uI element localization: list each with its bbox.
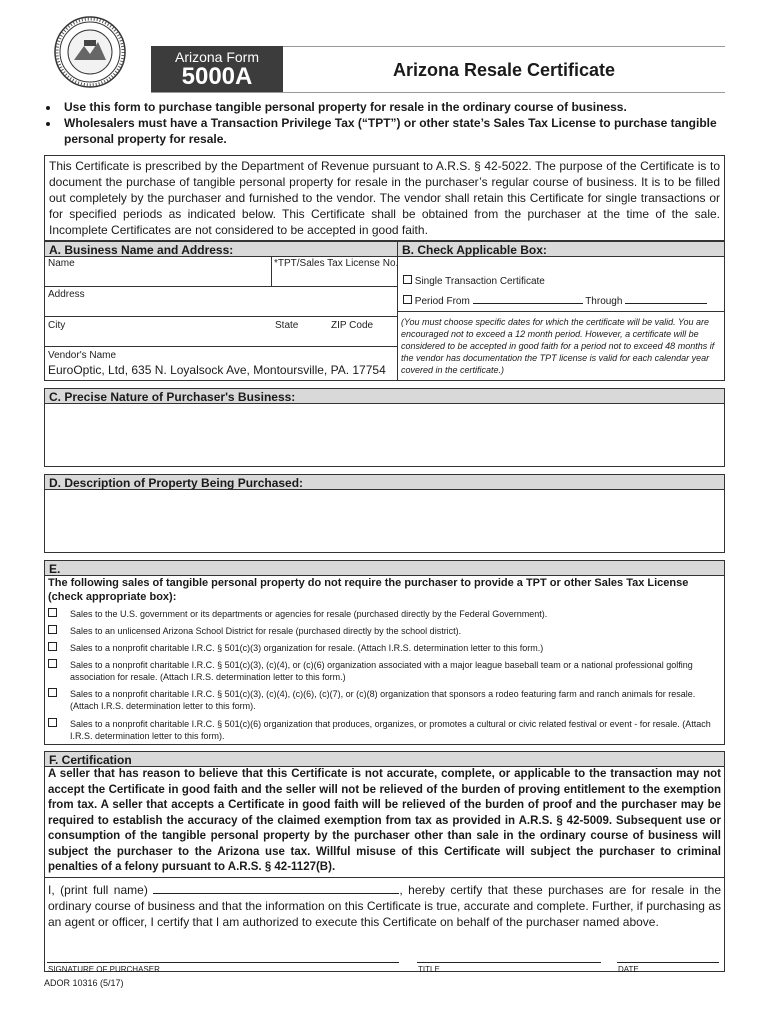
through-field[interactable] bbox=[625, 303, 707, 304]
license-field-label: *TPT/Sales Tax License No. bbox=[274, 258, 399, 269]
intro-paragraph: This Certificate is prescribed by the Department of Revenue pursuant to A.R.S. § 42-5022. The purpose of the Certificate is to document the purchase of tangible personal property for resale in the purchaser’s regular course of business. It is to be filled out completely by the purchaser and furnished to the vendor. The vendor shall retain this Certificate for single transactions or for specified periods as indicated below. This Certificate shall be obtained from the purchaser at the time of the sale. Incomplete Certificates are not considered to be accepted in good faith. bbox=[44, 155, 725, 241]
divider bbox=[151, 92, 725, 93]
exemption-item[interactable] bbox=[48, 718, 721, 742]
address-field-label: Address bbox=[48, 289, 85, 300]
zip-field-label: ZIP Code bbox=[331, 320, 374, 331]
single-transaction-option[interactable] bbox=[403, 275, 545, 287]
period-note: (You must choose specific dates for which the certificate will be valid. You are encouraged not to exceed a 12 month period. However, a certificate will be considered to be accepted in good faith for a period not to exceed 48 months if the vendor has documentation the TPT license is valid for each calendar year covered in the certificate.) bbox=[401, 317, 715, 375]
exemption-checkbox[interactable] bbox=[48, 642, 57, 651]
city-field[interactable] bbox=[48, 331, 268, 345]
state-seal-icon bbox=[54, 16, 126, 88]
single-transaction-label: Single Transaction Certificate bbox=[414, 276, 545, 287]
name-field-label: Name bbox=[48, 258, 75, 269]
license-field[interactable] bbox=[274, 270, 394, 285]
instruction-item: • Wholesalers must have a Transaction Privilege Tax (“TPT”) or other state’s Sales Tax License to purchase tangible personal property for resale. bbox=[60, 115, 750, 147]
state-field-label: State bbox=[275, 320, 299, 331]
business-nature-field[interactable] bbox=[44, 403, 725, 467]
exemption-item[interactable] bbox=[48, 659, 721, 683]
exemption-item[interactable] bbox=[48, 625, 721, 637]
title-line[interactable] bbox=[417, 962, 601, 963]
exemption-label: Sales to a nonprofit charitable I.R.C. § 501(c)(3), (c)(4), or (c)(6) organization associated with a major league baseball team or a national professional golfing association for resale. (Attach I.R.S. determination letter to this form.) bbox=[70, 660, 693, 682]
period-checkbox[interactable] bbox=[403, 295, 412, 304]
property-description-field[interactable] bbox=[44, 489, 725, 553]
divider bbox=[44, 286, 398, 287]
city-field-label: City bbox=[48, 320, 66, 331]
full-name-field[interactable] bbox=[153, 893, 399, 894]
address-field[interactable] bbox=[48, 300, 393, 315]
form-label: Arizona Form bbox=[174, 49, 260, 65]
cert-prefix: I, (print full name) bbox=[48, 883, 148, 897]
exemption-item[interactable] bbox=[48, 608, 721, 620]
certification-warning: A seller that has reason to believe that this Certificate is not accurate, complete, or applicable to the transaction may not accept the Certificate in good faith and the seller will not be relieved of the burden of proving entitlement to the exemption from tax. A seller that accepts a Certificate in good faith will be relieved of the burden of proof and the purchaser may be required to establish the accuracy of the claimed exemption from tax as provided in A.R.S. § 42-5009. Subsequent use or consumption of the tangible personal property by the purchaser other than sale in the ordinary course of business will subject the purchaser to the Arizona use tax. Willful misuse of this Certificate will subject the purchaser to criminal penalties of a felony pursuant to A.R.S. § 42-1127(B). bbox=[48, 768, 721, 873]
section-e-intro: The following sales of tangible personal property do not require the purchaser to provide a TPT or other Sales Tax License (check appropriate box): bbox=[48, 577, 689, 603]
section-e-header: E. bbox=[44, 560, 725, 576]
vendor-field-label: Vendor's Name bbox=[48, 350, 117, 361]
signature-label: SIGNATURE OF PURCHASER bbox=[48, 965, 160, 974]
through-label: Through bbox=[585, 296, 623, 307]
section-a-header: A. Business Name and Address: bbox=[44, 241, 398, 257]
exemption-item[interactable] bbox=[48, 688, 721, 712]
form-code: ADOR 10316 (5/17) bbox=[44, 978, 124, 988]
exemption-checkbox[interactable] bbox=[48, 608, 57, 617]
vendor-field[interactable]: EuroOptic, Ltd, 635 N. Loyalsock Ave, Montoursville, PA. 17754 bbox=[48, 363, 386, 377]
exemption-label: Sales to a nonprofit charitable I.R.C. § 501(c)(3) organization for resale. (Attach I.R.S. determination letter to this form.) bbox=[70, 643, 544, 653]
divider bbox=[283, 46, 725, 47]
section-f-header: F. Certification bbox=[44, 751, 725, 767]
divider bbox=[44, 346, 398, 347]
date-line[interactable] bbox=[617, 962, 719, 963]
exemption-checkbox[interactable] bbox=[48, 718, 57, 727]
exemption-item[interactable] bbox=[48, 642, 721, 654]
exemption-checkbox[interactable] bbox=[48, 625, 57, 634]
divider bbox=[44, 316, 398, 317]
period-option[interactable] bbox=[403, 295, 721, 307]
exemption-label: Sales to a nonprofit charitable I.R.C. § 501(c)(6) organization that produces, organizes, or promotes a cultural or civic related festival or event - for resale. (Attach I.R.S. determination letter to this form). bbox=[70, 719, 711, 741]
instruction-item: • Use this form to purchase tangible personal property for resale in the ordinary course of business. bbox=[60, 99, 750, 115]
instructions-list bbox=[44, 99, 750, 147]
title-label: TITLE bbox=[418, 965, 440, 974]
page-title: Arizona Resale Certificate bbox=[392, 60, 616, 80]
exemption-checkbox[interactable] bbox=[48, 659, 57, 668]
section-c-header: C. Precise Nature of Purchaser's Business: bbox=[44, 388, 725, 404]
section-d-header: D. Description of Property Being Purchased: bbox=[44, 474, 725, 490]
exemption-label: Sales to an unlicensed Arizona School District for resale (purchased directly by the school district). bbox=[70, 626, 462, 636]
divider bbox=[398, 311, 724, 312]
single-transaction-checkbox[interactable] bbox=[403, 275, 412, 284]
signature-line[interactable] bbox=[47, 962, 399, 963]
name-field[interactable] bbox=[48, 270, 266, 285]
form-number-tab bbox=[151, 46, 283, 92]
exemption-checkbox[interactable] bbox=[48, 688, 57, 697]
divider bbox=[271, 256, 272, 287]
period-from-field[interactable] bbox=[473, 303, 583, 304]
exemption-label: Sales to the U.S. government or its departments or agencies for resale (purchased directly by the Federal Government). bbox=[70, 609, 548, 619]
date-label: DATE bbox=[618, 965, 639, 974]
exemption-label: Sales to a nonprofit charitable I.R.C. § 501(c)(3), (c)(4), (c)(6), (c)(7), or (c)(8) organization that sponsors a rodeo featuring farm and ranch animals for resale. (Attach I.R.S. determination letter to this form). bbox=[70, 689, 696, 711]
cert-body: , hereby certify that these purchases are for resale in the ordinary course of business and that the information on this Certificate is true, accurate and complete. Further, if purchasing as an agent or officer, I certify that I am authorized to execute this Certificate on behalf of the purchaser named above. bbox=[48, 883, 721, 929]
period-from-label: Period From bbox=[414, 296, 470, 307]
form-number: 5000A bbox=[181, 63, 253, 90]
section-b-header: B. Check Applicable Box: bbox=[397, 241, 725, 257]
certification-statement bbox=[48, 882, 721, 930]
